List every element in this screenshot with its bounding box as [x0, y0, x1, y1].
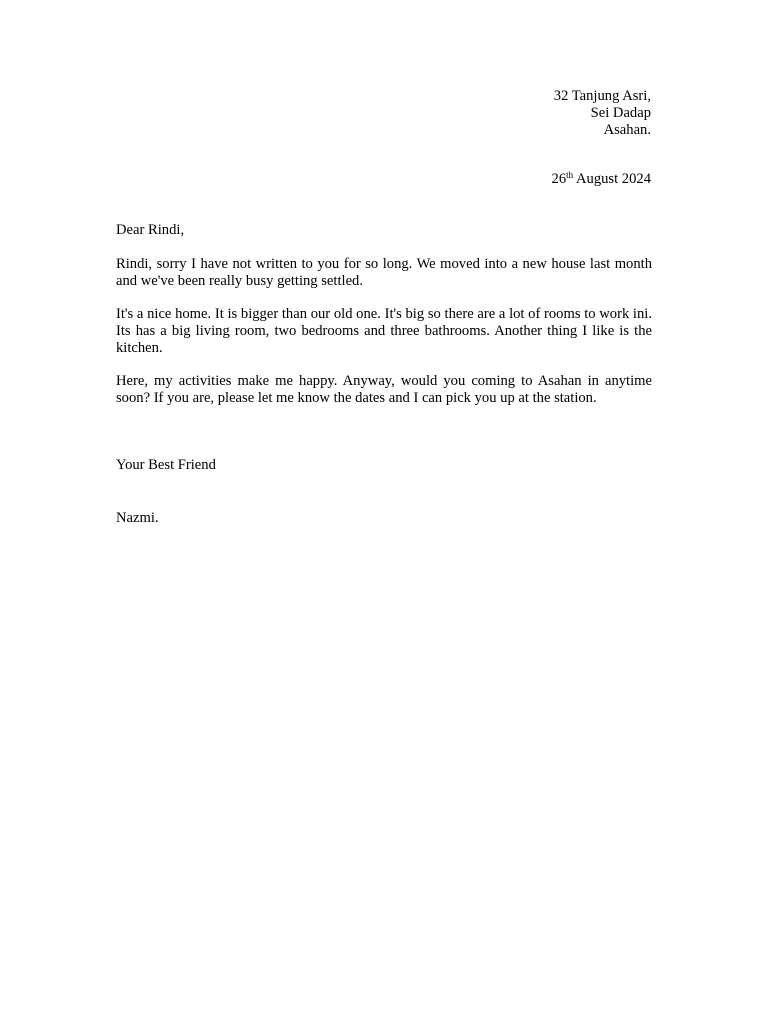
date-day: 26: [551, 171, 567, 187]
address-line: Asahan.: [603, 122, 651, 138]
body-paragraph: Rindi, sorry I have not written to you for so long. We moved into a new house last month and we've been really busy getting settled.: [116, 256, 652, 289]
date-month-year: August 2024: [573, 171, 651, 187]
body-paragraph: It's a nice home. It is bigger than our old one. It's big so there are a lot of rooms to work ini. Its has a big living room, two bedrooms and three bathrooms. Another thing I like is the kitchen.: [116, 306, 652, 356]
letter-date: [552, 171, 651, 188]
salutation: Dear Rindi,: [116, 222, 185, 238]
address-line: 32 Tanjung Asri,: [553, 88, 651, 104]
body-paragraph: Here, my activities make me happy. Anyway, would you coming to Asahan in anytime soon? If you are, please let me know the dates and I can pick you up at the station.: [116, 373, 652, 406]
date-suffix: th: [566, 170, 574, 180]
signature: Nazmi.: [116, 510, 159, 526]
address-line: Sei Dadap: [590, 105, 651, 121]
sender-address: [554, 88, 651, 139]
closing: Your Best Friend: [116, 457, 216, 473]
